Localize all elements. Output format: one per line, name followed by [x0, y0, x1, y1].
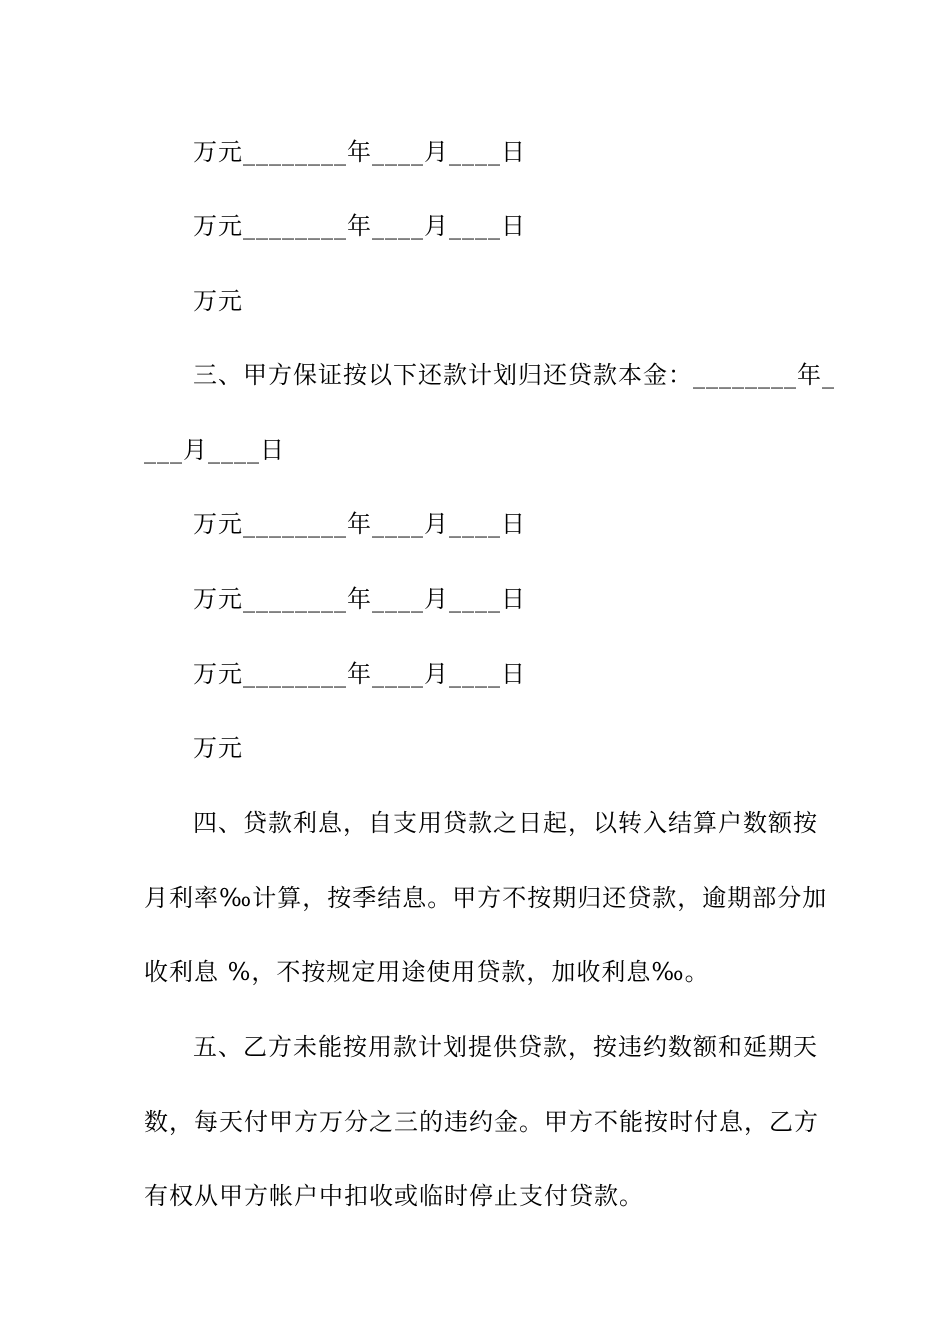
- clause-5-line-3: 有权从甲方帐户中扣收或临时停止支付贷款。: [144, 1182, 644, 1210]
- repayment-row-3: 万元: [193, 287, 243, 315]
- clause-5-line-2: 数，每天付甲方万分之三的违约金。甲方不能按时付息，乙方: [144, 1108, 819, 1136]
- repayment-row-4: 万元________年____月____日: [193, 510, 526, 538]
- repayment-row-1: 万元________年____月____日: [193, 138, 526, 166]
- clause-4-line-3: 收利息 %，不按规定用途使用贷款，加收利息‰。: [144, 958, 710, 986]
- clause-3-line-1: 三、甲方保证按以下还款计划归还贷款本金：________年_: [193, 361, 835, 389]
- repayment-row-5: 万元________年____月____日: [193, 585, 526, 613]
- clause-3-line-2: ___月____日: [144, 436, 285, 464]
- clause-4-line-1: 四、贷款利息，自支用贷款之日起，以转入结算户数额按: [193, 809, 818, 837]
- clause-4-line-2: 月利率‰计算，按季结息。甲方不按期归还贷款，逾期部分加: [144, 884, 828, 912]
- clause-5-line-1: 五、乙方未能按用款计划提供贷款，按违约数额和延期天: [193, 1033, 818, 1061]
- repayment-row-7: 万元: [193, 734, 243, 762]
- repayment-row-2: 万元________年____月____日: [193, 212, 526, 240]
- repayment-row-6: 万元________年____月____日: [193, 660, 526, 688]
